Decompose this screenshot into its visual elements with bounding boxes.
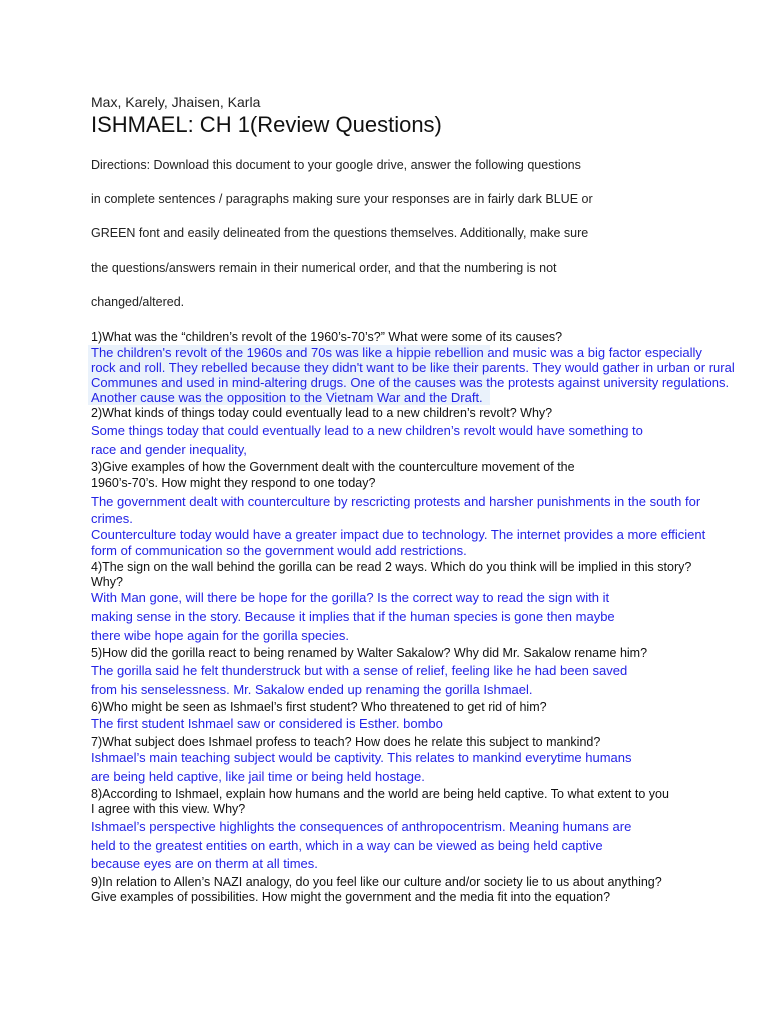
directions-line: Directions: Download this document to your google drive, answer the following questions bbox=[91, 158, 581, 172]
answer-2-line: race and gender inequality, bbox=[91, 442, 247, 457]
answer-4-line: making sense in the story. Because it implies that if the human species is gone then maybe bbox=[91, 609, 615, 624]
question-3: 1960’s-70’s. How might they respond to one today? bbox=[91, 476, 376, 490]
answer-7-line: are being held captive, like jail time or being held hostage. bbox=[91, 769, 425, 784]
question-7: 7)What subject does Ishmael profess to teach? How does he relate this subject to mankind? bbox=[91, 735, 601, 749]
answer-3-line: form of communication so the government would add restrictions. bbox=[91, 543, 467, 558]
answer-3-line: Counterculture today would have a greater impact due to technology. The internet provides a more efficient bbox=[91, 527, 706, 542]
answer-5-line: from his senselessness. Mr. Sakalow ended up renaming the gorilla Ishmael. bbox=[91, 682, 533, 697]
answer-1-line: Another cause was the opposition to the Vietnam War and the Draft. bbox=[91, 390, 483, 405]
question-5: 5)How did the gorilla react to being renamed by Walter Sakalow? Why did Mr. Sakalow rename him? bbox=[91, 646, 648, 660]
answer-1-line: Communes and used in mind-altering drugs. One of the causes was the protests against university regulations. bbox=[91, 375, 730, 390]
question-3: 3)Give examples of how the Government dealt with the counterculture movement of the bbox=[91, 460, 575, 474]
answer-7-line: Ishmael’s main teaching subject would be captivity. This relates to mankind everytime humans bbox=[91, 750, 632, 765]
authors-line: Max, Karely, Jhaisen, Karla bbox=[91, 94, 261, 110]
question-4: 4)The sign on the wall behind the gorilla can be read 2 ways. Which do you think will be implied in this story? bbox=[91, 560, 692, 574]
answer-3-line: crimes. bbox=[91, 511, 133, 526]
answer-8-line: Ishmael’s perspective highlights the consequences of anthropocentrism. Meaning humans are bbox=[91, 819, 632, 834]
answer-4-line: there wibe hope again for the gorilla species. bbox=[91, 628, 349, 643]
answer-5-line: The gorilla said he felt thunderstruck but with a sense of relief, feeling like he had been saved bbox=[91, 663, 628, 678]
document-title: ISHMAEL: CH 1(Review Questions) bbox=[91, 112, 442, 137]
directions-line: GREEN font and easily delineated from the questions themselves. Additionally, make sure bbox=[91, 226, 589, 240]
question-1: 1)What was the “children’s revolt of the 1960’s-70’s?” What were some of its causes? bbox=[91, 330, 563, 344]
answer-3-line: The government dealt with counterculture by rescricting protests and harsher punishments in the south for bbox=[91, 494, 701, 509]
directions-line: changed/altered. bbox=[91, 295, 185, 309]
answer-6-line: The first student Ishmael saw or considered is Esther. bombo bbox=[91, 716, 443, 731]
answer-2-line: Some things today that could eventually lead to a new children’s revolt would have something to bbox=[91, 423, 643, 438]
question-9: 9)In relation to Allen’s NAZI analogy, do you feel like our culture and/or society lie to us about anything? bbox=[91, 875, 662, 889]
question-4: Why? bbox=[91, 575, 123, 589]
directions-line: the questions/answers remain in their numerical order, and that the numbering is not bbox=[91, 261, 557, 275]
answer-1-line: rock and roll. They rebelled because they didn't want to be like their parents. They would gather in urban or rural bbox=[91, 360, 735, 375]
directions-line: in complete sentences / paragraphs making sure your responses are in fairly dark BLUE or bbox=[91, 192, 593, 206]
answer-8-line: held to the greatest entities on earth, which in a way can be viewed as being held captive bbox=[91, 838, 603, 853]
question-9: Give examples of possibilities. How might the government and the media fit into the equation? bbox=[91, 890, 611, 904]
question-8: 8)According to Ishmael, explain how humans and the world are being held captive. To what extent to you bbox=[91, 787, 669, 801]
answer-8-line: because eyes are on therm at all times. bbox=[91, 856, 318, 871]
answer-4-line: With Man gone, will there be hope for the gorilla? Is the correct way to read the sign with it bbox=[91, 590, 610, 605]
answer-1-line: The children's revolt of the 1960s and 70s was like a hippie rebellion and music was a big factor especially bbox=[91, 345, 702, 360]
question-6: 6)Who might be seen as Ishmael’s first student? Who threatened to get rid of him? bbox=[91, 700, 547, 714]
question-8: I agree with this view. Why? bbox=[91, 802, 246, 816]
question-2: 2)What kinds of things today could eventually lead to a new children’s revolt? Why? bbox=[91, 406, 553, 420]
